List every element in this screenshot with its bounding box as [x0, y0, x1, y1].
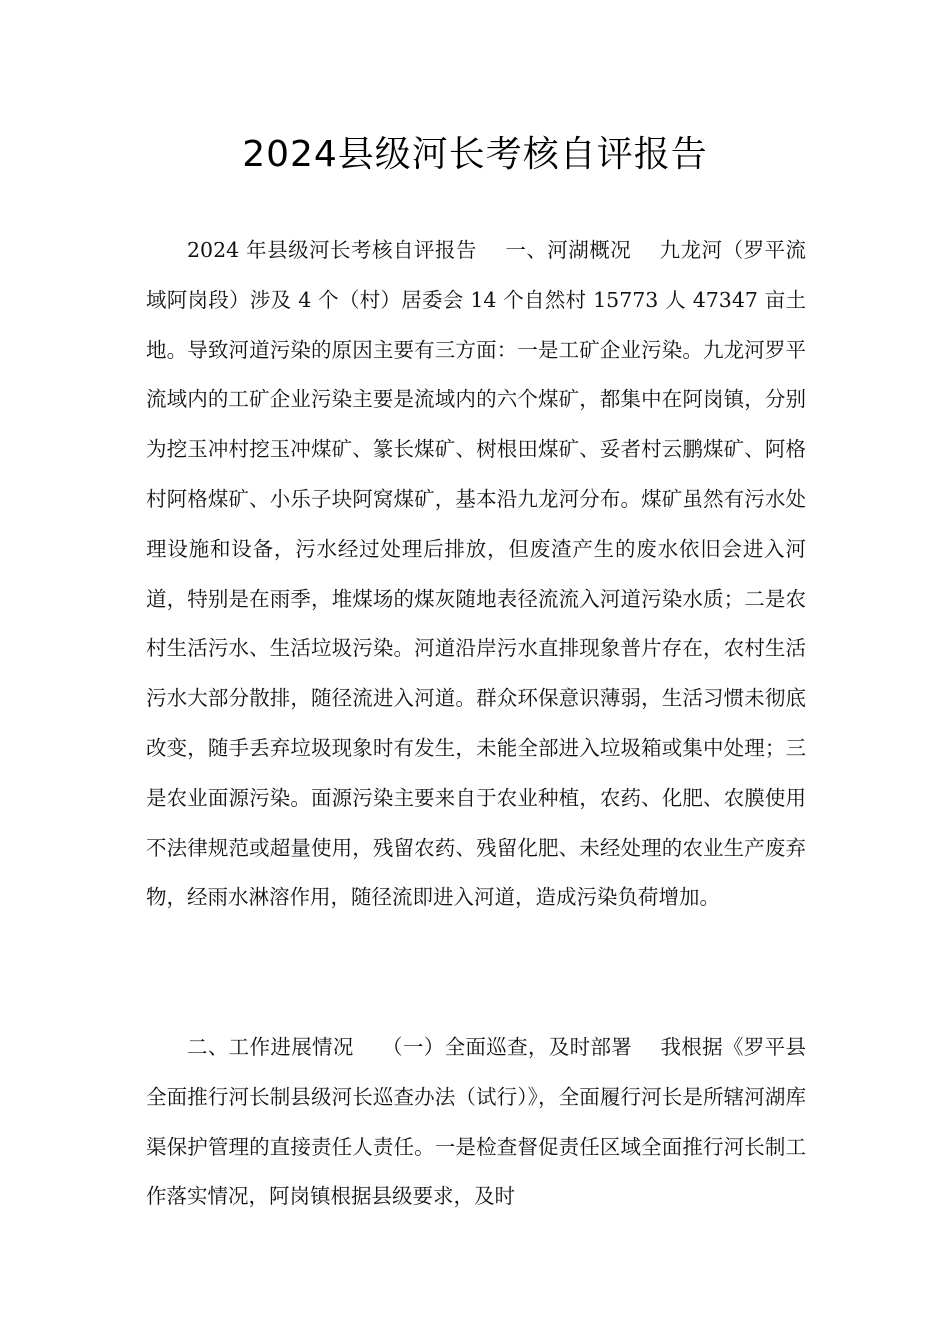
progress-body-text: 我根据《罗平县全面推行河长制县级河长巡查办法（试行）》，全面履行河长是所辖河湖库渠保护管理的直接责任人责任。一是检查督促责任区域全面推行河长制工作落实情况，阿岗镇根据县级要求，及时 [146, 1035, 807, 1209]
paragraph-overview [146, 226, 806, 923]
overview-body-text: 九龙河（罗平流域阿岗段）涉及 4 个（村）居委会 14 个自然村 15773 人 47347 亩土地。导致河道污染的原因主要有三方面：一是工矿企业污染。九龙河罗平流域内的工矿企业污染主要是流域内的六个煤矿，都集中在阿岗镇，分别为挖玉冲村挖玉冲煤矿、篆长煤矿、树根田煤矿、妥者村云鹏煤矿、阿格村阿格煤矿、小乐子块阿窝煤矿，基本沿九龙河分布。煤矿虽然有污水处理设施和设备，污水经过处理后排放，但废渣产生的废水依旧会进入河道，特别是在雨季，堆煤场的煤灰随地表径流流入河道污染水质；二是农村生活污水、生活垃圾污染。河道沿岸污水直排现象普片存在，农村生活污水大部分散排，随径流进入河道。群众环保意识薄弱，生活习惯未彻底改变，随手丢弃垃圾现象时有发生，未能全部进入垃圾箱或集中处理；三是农业面源污染。面源污染主要来自于农业种植，农药、化肥、农膜使用不法律规范或超量使用，残留农药、残留化肥、未经处理的农业生产废弃物，经雨水淋溶作用，随径流即进入河道，造成污染负荷增加。 [146, 238, 807, 910]
report-heading-text: 2024 年县级河长考核自评报告 [187, 238, 477, 262]
section-heading-progress: 二、工作进展情况 [187, 1035, 354, 1059]
document-title: 2024县级河长考核自评报告 [242, 134, 708, 175]
subsection-heading: （一）全面巡查，及时部署 [381, 1035, 633, 1059]
paragraph-progress [146, 1023, 806, 1222]
section-heading-overview: 一、河湖概况 [504, 238, 632, 262]
